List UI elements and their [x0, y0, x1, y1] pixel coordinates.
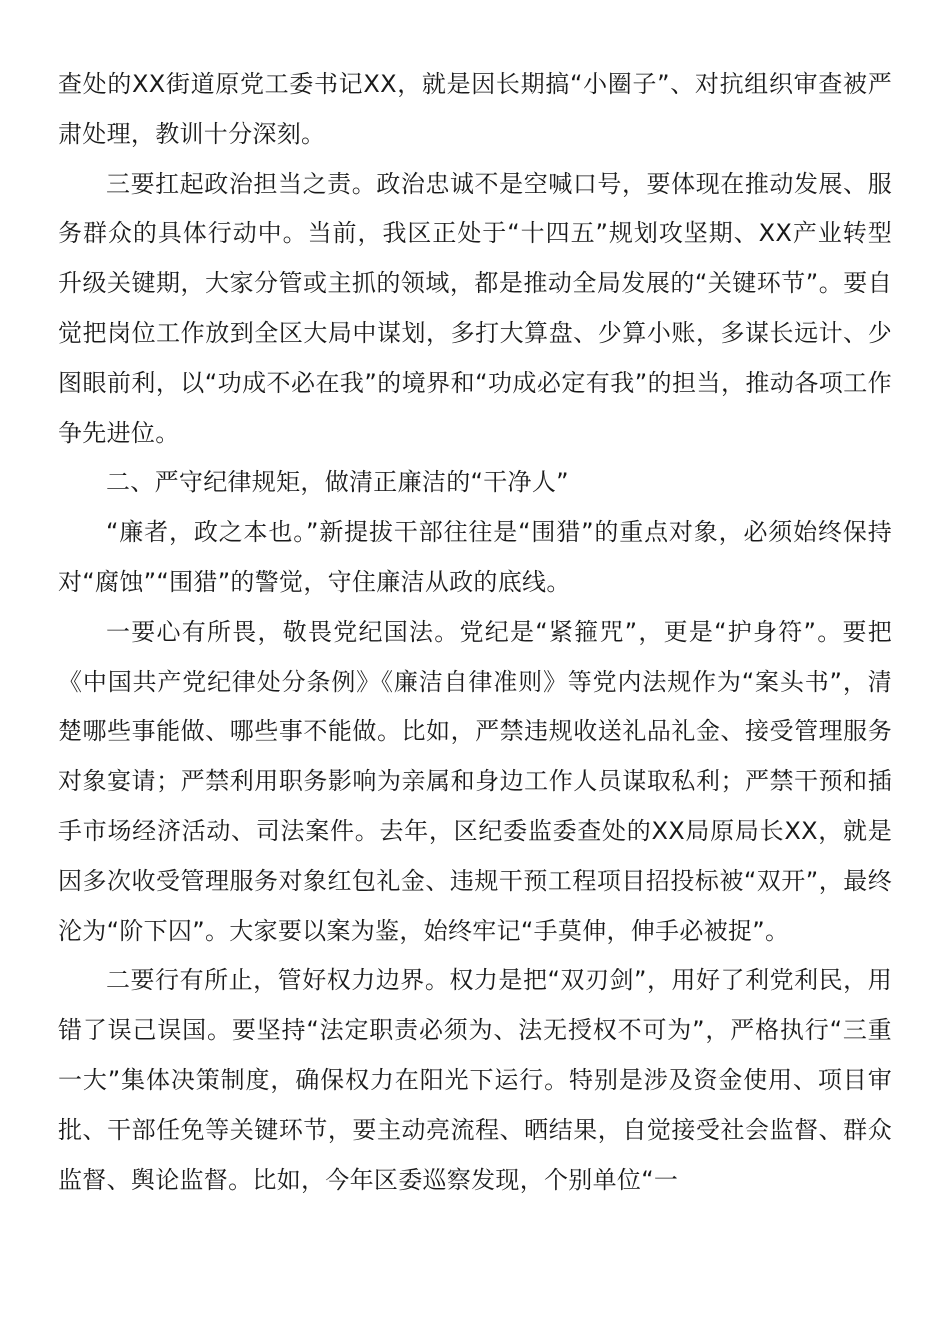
- document-page: [58, 60, 892, 1205]
- paragraph-power-boundaries: 二要行有所止，管好权力边界。权力是把“双刃剑”，用好了利党利民，用错了误己误国。要坚持“法定职责必须为、法无授权不可为”，严格执行“三重一大”集体决策制度，确保权力在阳光下运行。特别是涉及资金使用、项目审批、干部任免等关键环节，要主动亮流程、晒结果，自觉接受社会监督、群众监督、舆论监督。比如，今年区委巡察发现，个别单位“一: [58, 966, 892, 1194]
- paragraph-continuation: 查处的XX街道原党工委书记XX，就是因长期搞“小圈子”、对抗组织审查被严肃处理，教训十分深刻。: [58, 70, 892, 148]
- paragraph-political-responsibility: 三要扛起政治担当之责。政治忠诚不是空喊口号，要体现在推动发展、服务群众的具体行动中。当前，我区正处于“十四五”规划攻坚期、XX产业转型升级关键期，大家分管或主抓的领域，都是推动全局发展的“关键环节”。要自觉把岗位工作放到全区大局中谋划，多打大算盘、少算小账，多谋长远计、少图眼前利，以“功成不必在我”的境界和“功成必定有我”的担当，推动各项工作争先进位。: [58, 169, 892, 447]
- paragraph-respect-discipline: 一要心有所畏，敬畏党纪国法。党纪是“紧箍咒”，更是“护身符”。要把《中国共产党纪律处分条例》《廉洁自律准则》等党内法规作为“案头书”，清楚哪些事能做、哪些事不能做。比如，严禁违规收送礼品礼金、接受管理服务对象宴请；严禁利用职务影响为亲属和身边工作人员谋取私利；严禁干预和插手市场经济活动、司法案件。去年，区纪委监委查处的XX局原局长XX，就是因多次收受管理服务对象红包礼金、违规干预工程项目招投标被“双开”，最终沦为“阶下囚”。大家要以案为鉴，始终牢记“手莫伸，伸手必被捉”。: [58, 617, 892, 945]
- paragraph-integrity-intro: “廉者，政之本也。”新提拔干部往往是“围猎”的重点对象，必须始终保持对“腐蚀”“围猎”的警觉，守住廉洁从政的底线。: [58, 518, 892, 596]
- section-heading-discipline: 二、严守纪律规矩，做清正廉洁的“干净人”: [106, 468, 569, 497]
